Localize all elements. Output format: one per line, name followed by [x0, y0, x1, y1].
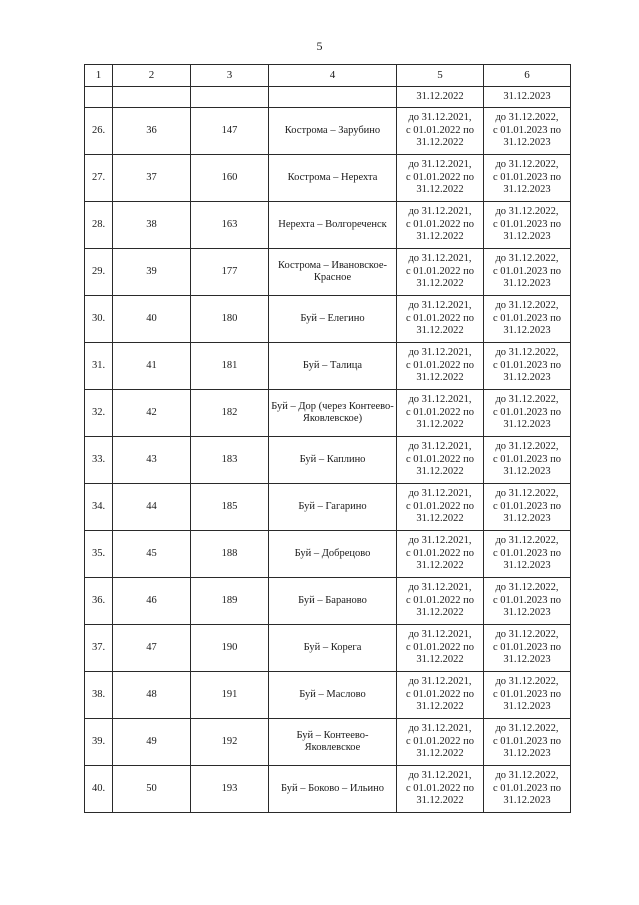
period-2023-cell — [484, 343, 571, 390]
column-2-cell — [113, 296, 191, 343]
row-number-cell — [85, 249, 113, 296]
period-2022-cell — [397, 437, 484, 484]
cell-text: до 31.12.2022, — [495, 676, 559, 688]
cell-text: 31.12.2022 — [416, 748, 464, 760]
cell-text: 31.12.2022 — [416, 325, 464, 337]
column-2-cell — [113, 108, 191, 155]
table-row — [85, 249, 571, 296]
table-row — [85, 672, 571, 719]
cell-text: с 01.01.2022 по — [405, 735, 475, 747]
cell-text: 45 — [146, 547, 157, 559]
cell-text: с 01.01.2023 по — [492, 641, 562, 653]
cell-text: Буй – Каплино — [299, 453, 366, 465]
cell-text: Кострома – Нерехта — [287, 171, 378, 183]
cell-text: с 01.01.2023 по — [492, 594, 562, 606]
cell-text: 27. — [91, 171, 106, 183]
cell-text: Буй – Елегино — [300, 312, 365, 324]
cell-text: 31.12.2023 — [503, 701, 551, 713]
cell-text: Буй – Дор (через Контеево-Яковлевское) — [271, 400, 394, 424]
cell-text: до 31.12.2022, — [495, 112, 559, 124]
column-2-cell — [113, 437, 191, 484]
cell-text: до 31.12.2021, — [408, 159, 472, 171]
cell-text: 31.12.2023 — [503, 325, 551, 337]
cell-text: с 01.01.2023 по — [492, 688, 562, 700]
column-3-cell — [191, 296, 269, 343]
column-2-cell — [113, 202, 191, 249]
cell-text: до 31.12.2022, — [495, 394, 559, 406]
cell-text: 181 — [221, 359, 238, 371]
column-3-cell — [191, 202, 269, 249]
cell-text: 31. — [91, 359, 106, 371]
cell-text: до 31.12.2021, — [408, 629, 472, 641]
cell-text: с 01.01.2022 по — [405, 641, 475, 653]
table-cell — [85, 87, 113, 108]
table-row — [85, 719, 571, 766]
table-cell: 31.12.2022 — [397, 87, 484, 108]
cell-text: до 31.12.2021, — [408, 676, 472, 688]
cell-text: до 31.12.2021, — [408, 253, 472, 265]
cell-text: 31.12.2022 — [416, 231, 464, 243]
column-3-cell — [191, 531, 269, 578]
route-name-cell — [269, 390, 397, 437]
table-row — [85, 155, 571, 202]
cell-text: до 31.12.2022, — [495, 488, 559, 500]
cell-text: с 01.01.2022 по — [405, 265, 475, 277]
period-2022-cell — [397, 672, 484, 719]
column-3-cell — [191, 155, 269, 202]
cell-text: с 01.01.2022 по — [405, 547, 475, 559]
cell-text: 163 — [221, 218, 238, 230]
period-2023-cell — [484, 155, 571, 202]
cell-text: 31.12.2023 — [503, 137, 551, 149]
cell-text: 26. — [91, 124, 106, 136]
period-2023-cell — [484, 625, 571, 672]
route-name-cell — [269, 155, 397, 202]
period-2022-cell — [397, 296, 484, 343]
period-2023-cell — [484, 108, 571, 155]
cell-text: до 31.12.2022, — [495, 206, 559, 218]
row-number-cell — [85, 202, 113, 249]
row-number-cell — [85, 766, 113, 813]
cell-text: 48 — [146, 688, 157, 700]
route-name-cell — [269, 437, 397, 484]
cell-text: с 01.01.2023 по — [492, 782, 562, 794]
route-name-cell — [269, 625, 397, 672]
cell-text: 40 — [146, 312, 157, 324]
cell-text: 36 — [146, 124, 157, 136]
table-row — [85, 108, 571, 155]
column-3-cell — [191, 484, 269, 531]
column-3-cell — [191, 578, 269, 625]
cell-text: 31.12.2022 — [416, 654, 464, 666]
table-row — [85, 202, 571, 249]
period-2023-cell — [484, 672, 571, 719]
period-2022-cell — [397, 484, 484, 531]
cell-text: до 31.12.2021, — [408, 300, 472, 312]
cell-text: 193 — [221, 782, 238, 794]
row-number-cell — [85, 155, 113, 202]
cell-text: с 01.01.2022 по — [405, 218, 475, 230]
column-2-cell — [113, 484, 191, 531]
cell-text: 31.12.2022 — [416, 701, 464, 713]
cell-text: до 31.12.2022, — [495, 629, 559, 641]
cell-text: 35. — [91, 547, 106, 559]
cell-text: Кострома – Зарубино — [284, 124, 381, 136]
row-number-cell — [85, 578, 113, 625]
cell-text: с 01.01.2023 по — [492, 500, 562, 512]
cell-text: 185 — [221, 500, 238, 512]
cell-text: до 31.12.2022, — [495, 159, 559, 171]
period-2023-cell — [484, 390, 571, 437]
cell-text: 31.12.2023 — [503, 278, 551, 290]
cell-text: 42 — [146, 406, 157, 418]
cell-text: до 31.12.2021, — [408, 535, 472, 547]
cell-text: Буй – Контеево-Яковлевское — [296, 729, 369, 753]
cell-text: с 01.01.2022 по — [405, 406, 475, 418]
header-cell: 5 — [397, 65, 484, 87]
row-number-cell — [85, 437, 113, 484]
cell-text: 31.12.2023 — [503, 372, 551, 384]
column-3-cell — [191, 343, 269, 390]
cell-text: Буй – Добрецово — [294, 547, 371, 559]
cell-text: до 31.12.2021, — [408, 112, 472, 124]
cell-text: до 31.12.2022, — [495, 300, 559, 312]
row-number-cell — [85, 672, 113, 719]
cell-text: до 31.12.2022, — [495, 770, 559, 782]
cell-text: с 01.01.2023 по — [492, 453, 562, 465]
period-2023-cell — [484, 766, 571, 813]
cell-text: с 01.01.2022 по — [405, 594, 475, 606]
cell-text: 189 — [221, 594, 238, 606]
header-cell: 1 — [85, 65, 113, 87]
page-number: 5 — [316, 39, 323, 53]
cell-text: с 01.01.2022 по — [405, 359, 475, 371]
row-number-cell — [85, 625, 113, 672]
cell-text: до 31.12.2021, — [408, 394, 472, 406]
column-2-cell — [113, 672, 191, 719]
cell-text: до 31.12.2021, — [408, 347, 472, 359]
cell-text: до 31.12.2021, — [408, 770, 472, 782]
header-cell: 3 — [191, 65, 269, 87]
cell-text: с 01.01.2023 по — [492, 124, 562, 136]
table-row — [85, 484, 571, 531]
cell-text: Нерехта – Волгореченск — [278, 218, 387, 230]
cell-text: 182 — [221, 406, 238, 418]
cell-text: с 01.01.2022 по — [405, 782, 475, 794]
cell-text: Буй – Бараново — [298, 594, 367, 606]
cell-text: до 31.12.2022, — [495, 347, 559, 359]
cell-text: 31.12.2022 — [416, 419, 464, 431]
cell-text: 31.12.2023 — [503, 748, 551, 760]
row-number-cell — [85, 296, 113, 343]
table-row — [85, 343, 571, 390]
cell-text: 43 — [146, 453, 157, 465]
cell-text: 177 — [221, 265, 238, 277]
cell-text: 32. — [91, 406, 106, 418]
cell-text: 46 — [146, 594, 157, 606]
period-2022-cell — [397, 531, 484, 578]
column-2-cell — [113, 155, 191, 202]
cell-text: 38 — [146, 218, 157, 230]
cell-text: 33. — [91, 453, 106, 465]
route-name-cell — [269, 108, 397, 155]
cell-text: с 01.01.2023 по — [492, 359, 562, 371]
cell-text: 29. — [91, 265, 106, 277]
cell-text: с 01.01.2023 по — [492, 406, 562, 418]
cell-text: 39. — [91, 735, 106, 747]
cell-text: 31.12.2022 — [416, 137, 464, 149]
cell-text: до 31.12.2021, — [408, 441, 472, 453]
column-3-cell — [191, 249, 269, 296]
period-2022-cell — [397, 155, 484, 202]
header-cell: 6 — [484, 65, 571, 87]
cell-text: 147 — [221, 124, 238, 136]
column-3-cell — [191, 766, 269, 813]
cell-text: 37. — [91, 641, 106, 653]
period-2022-cell — [397, 249, 484, 296]
period-2022-cell — [397, 719, 484, 766]
cell-text: 34. — [91, 500, 106, 512]
period-2023-cell — [484, 296, 571, 343]
cell-text: 28. — [91, 218, 106, 230]
cell-text: 31.12.2023 — [503, 560, 551, 572]
cell-text: 31.12.2022 — [416, 372, 464, 384]
route-name-cell — [269, 343, 397, 390]
cell-text: до 31.12.2021, — [408, 206, 472, 218]
period-2022-cell — [397, 625, 484, 672]
cell-text: 38. — [91, 688, 106, 700]
cell-text: 188 — [221, 547, 238, 559]
cell-text: до 31.12.2021, — [408, 488, 472, 500]
cell-text: 31.12.2022 — [416, 560, 464, 572]
cell-text: Буй – Корега — [303, 641, 362, 653]
cell-text: до 31.12.2021, — [408, 582, 472, 594]
row-number-cell — [85, 390, 113, 437]
cell-text: с 01.01.2022 по — [405, 171, 475, 183]
cell-text: 41 — [146, 359, 157, 371]
row-number-cell — [85, 343, 113, 390]
column-3-cell — [191, 719, 269, 766]
column-3-cell — [191, 437, 269, 484]
column-2-cell — [113, 625, 191, 672]
cell-text: с 01.01.2023 по — [492, 312, 562, 324]
route-name-cell — [269, 766, 397, 813]
period-2023-cell — [484, 719, 571, 766]
cell-text: с 01.01.2022 по — [405, 453, 475, 465]
cell-text: 37 — [146, 171, 157, 183]
cell-text: 50 — [146, 782, 157, 794]
header-cell: 2 — [113, 65, 191, 87]
cell-text: до 31.12.2022, — [495, 723, 559, 735]
cell-text: до 31.12.2022, — [495, 253, 559, 265]
cell-text: 36. — [91, 594, 106, 606]
cell-text: Кострома – Ивановское-Красное — [278, 259, 387, 283]
cell-text: 31.12.2023 — [503, 513, 551, 525]
cell-text: 180 — [221, 312, 238, 324]
cell-text: 31.12.2023 — [503, 231, 551, 243]
cell-text: с 01.01.2022 по — [405, 688, 475, 700]
continuation-row — [85, 87, 571, 108]
cell-text: 31.12.2023 — [503, 184, 551, 196]
cell-text: 160 — [221, 171, 238, 183]
period-2022-cell — [397, 390, 484, 437]
route-name-cell — [269, 249, 397, 296]
cell-text: 31.12.2022 — [416, 184, 464, 196]
table-cell — [113, 87, 191, 108]
cell-text: 30. — [91, 312, 106, 324]
cell-text: 44 — [146, 500, 157, 512]
cell-text: 31.12.2023 — [503, 466, 551, 478]
cell-text: до 31.12.2022, — [495, 582, 559, 594]
routes-table — [84, 64, 571, 813]
table-cell — [191, 87, 269, 108]
cell-text: 39 — [146, 265, 157, 277]
cell-text: 31.12.2022 — [416, 278, 464, 290]
column-2-cell — [113, 343, 191, 390]
row-number-cell — [85, 719, 113, 766]
period-2022-cell — [397, 108, 484, 155]
period-2022-cell — [397, 343, 484, 390]
table-row — [85, 437, 571, 484]
column-2-cell — [113, 766, 191, 813]
cell-text: 31.12.2022 — [416, 466, 464, 478]
period-2022-cell — [397, 578, 484, 625]
route-name-cell — [269, 202, 397, 249]
row-number-cell — [85, 484, 113, 531]
cell-text: 31.12.2022 — [416, 607, 464, 619]
cell-text: 31.12.2023 — [503, 607, 551, 619]
period-2022-cell — [397, 202, 484, 249]
column-3-cell — [191, 390, 269, 437]
cell-text: до 31.12.2021, — [408, 723, 472, 735]
period-2023-cell — [484, 578, 571, 625]
column-3-cell — [191, 672, 269, 719]
cell-text: 31.12.2023 — [503, 654, 551, 666]
cell-text: с 01.01.2023 по — [492, 547, 562, 559]
cell-text: с 01.01.2023 по — [492, 265, 562, 277]
cell-text: Буй – Гагарино — [298, 500, 367, 512]
table-cell — [269, 87, 397, 108]
cell-text: 191 — [221, 688, 238, 700]
table-row — [85, 296, 571, 343]
cell-text: 31.12.2022 — [416, 795, 464, 807]
cell-text: 40. — [91, 782, 106, 794]
cell-text: с 01.01.2023 по — [492, 218, 562, 230]
table-row — [85, 578, 571, 625]
cell-text: с 01.01.2023 по — [492, 735, 562, 747]
cell-text: с 01.01.2023 по — [492, 171, 562, 183]
route-name-cell — [269, 296, 397, 343]
cell-text: до 31.12.2022, — [495, 441, 559, 453]
header-cell: 4 — [269, 65, 397, 87]
cell-text: с 01.01.2022 по — [405, 500, 475, 512]
column-2-cell — [113, 578, 191, 625]
cell-text: 31.12.2022 — [416, 513, 464, 525]
route-name-cell — [269, 719, 397, 766]
cell-text: 31.12.2023 — [503, 419, 551, 431]
column-3-cell — [191, 625, 269, 672]
cell-text: Буй – Боково – Ильино — [281, 782, 384, 794]
cell-text: Буй – Маслово — [299, 688, 366, 700]
cell-text: 192 — [221, 735, 238, 747]
row-number-cell — [85, 531, 113, 578]
cell-text: 183 — [221, 453, 238, 465]
table-row — [85, 625, 571, 672]
period-2022-cell — [397, 766, 484, 813]
period-2023-cell — [484, 437, 571, 484]
column-2-cell — [113, 249, 191, 296]
cell-text: 31.12.2023 — [503, 795, 551, 807]
table-row — [85, 766, 571, 813]
header-row — [85, 65, 571, 87]
cell-text: Буй – Талица — [302, 359, 363, 371]
row-number-cell — [85, 108, 113, 155]
route-name-cell — [269, 484, 397, 531]
table-row — [85, 531, 571, 578]
cell-text: 47 — [146, 641, 157, 653]
column-3-cell — [191, 108, 269, 155]
route-name-cell — [269, 531, 397, 578]
period-2023-cell — [484, 202, 571, 249]
cell-text: до 31.12.2022, — [495, 535, 559, 547]
route-name-cell — [269, 672, 397, 719]
table-cell: 31.12.2023 — [484, 87, 571, 108]
column-2-cell — [113, 719, 191, 766]
period-2023-cell — [484, 484, 571, 531]
period-2023-cell — [484, 249, 571, 296]
column-2-cell — [113, 390, 191, 437]
period-2023-cell — [484, 531, 571, 578]
cell-text: 49 — [146, 735, 157, 747]
route-name-cell — [269, 578, 397, 625]
cell-text: с 01.01.2022 по — [405, 312, 475, 324]
cell-text: 190 — [221, 641, 238, 653]
column-2-cell — [113, 531, 191, 578]
cell-text: с 01.01.2022 по — [405, 124, 475, 136]
table-row — [85, 390, 571, 437]
